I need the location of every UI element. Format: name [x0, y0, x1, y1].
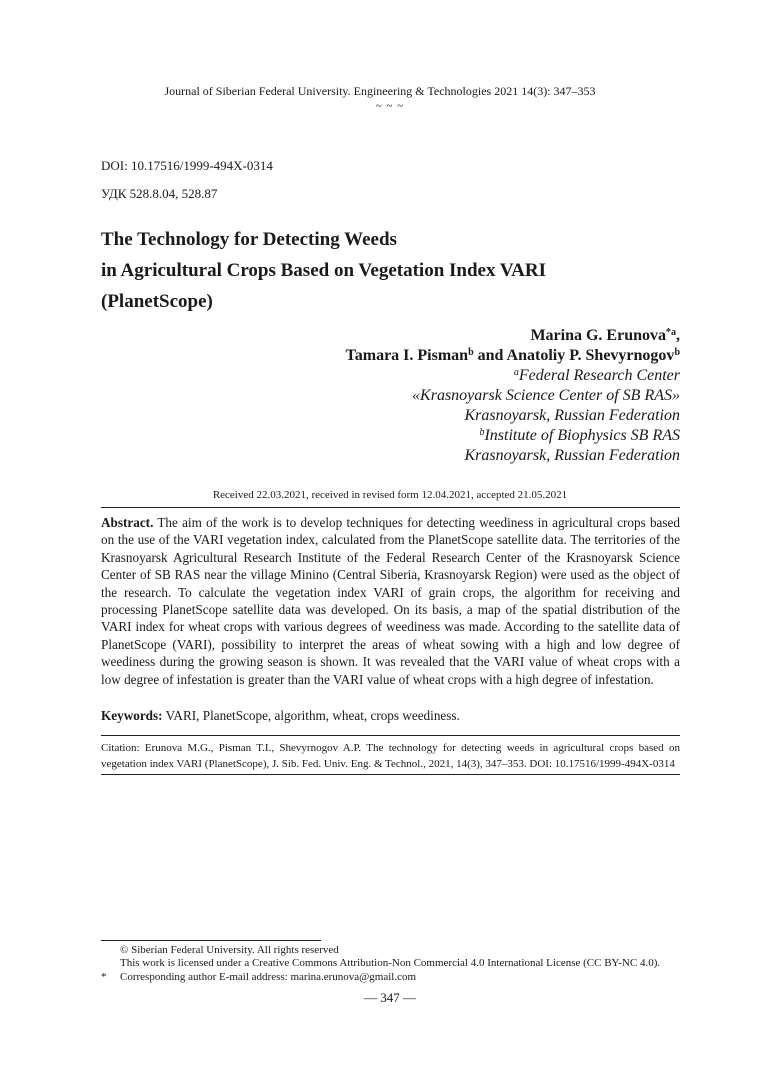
- received-dates: Received 22.03.2021, received in revised form 12.04.2021, accepted 21.05.2021: [212, 489, 568, 501]
- affiliation-b-line-1: $^b$Institute of Biophysics SB RAS: [479, 427, 680, 444]
- journal-header: Journal of Siberian Federal University. Engineering & Technologies 2021 14(3): 347–353: [164, 84, 596, 98]
- affiliation-a-line-2: «Krasnoyarsk Science Center of SB RAS»: [412, 387, 680, 404]
- paper-title: [101, 224, 546, 317]
- title-line-2: in Agricultural Crops Based on Vegetation Index VARI: [101, 260, 546, 281]
- header-separator: ~ ~ ~: [375, 100, 405, 112]
- udk-code: УДК 528.8.04, 528.87: [101, 186, 218, 201]
- keywords-label: Keywords:: [101, 708, 163, 723]
- footnote-corresponding-author: Corresponding author E-mail address: marina.erunova@gmail.com: [120, 971, 417, 983]
- affiliation-b-line-2: Krasnoyarsk, Russian Federation: [464, 447, 680, 464]
- page-number: — 347 —: [364, 990, 416, 1005]
- abstract-text: The aim of the work is to develop techniques for detecting weediness in agricultural crops based on the use of the VARI vegetation index, calculated from the PlanetScope satellite data. The territories of the Krasnoyarsk Agricultural Research Institute of the Federal Research Center of the Krasnoyarsk Science Center of SB RAS near the village Minino (Central Siberia, Krasnoyarsk Region) were used as the object of the research. To calculate the vegetation index VARI of grain crops, the algorithm for receiving and processing PlanetScope satellite data was developed. On its basis, a map of the spatial distribution of the VARI index for wheat crops with various degrees of weediness was made. According to the satellite data of PlanetScope (VARI), possibility to interpret the areas of wheat sowing with a high and low degree of weediness during the growing season is shown. It was revealed that the VARI value of wheat crops with a low degree of infestation is greater than the VARI value of wheat crops with a high degree of infestation.: [101, 515, 680, 687]
- citation-top-rule: [101, 735, 680, 736]
- abstract: [101, 514, 680, 688]
- abstract-label: Abstract.: [101, 515, 154, 530]
- author-name-3: and Anatoliy P. Shevyrnogov: [473, 347, 675, 364]
- keywords-text: VARI, PlanetScope, algorithm, wheat, crops weediness.: [165, 708, 460, 723]
- footnote-license: This work is licensed under a Creative Commons Attribution-Non Commercial 4.0 International License (CC BY-NC 4.0).: [120, 957, 661, 969]
- citation: Citation: Erunova M.G., Pisman T.I., Shevyrnogov A.P. The technology for detecting weeds in agricultural crops based on vegetation index VARI (PlanetScope), J. Sib. Fed. Univ. Eng. & Technol., 2021, 14(3), 347–353. DOI: 10.17516/1999-494X-0314: [101, 742, 680, 770]
- author-1-affil-mark: *a: [666, 327, 676, 338]
- title-line-3: (PlanetScope): [101, 291, 213, 312]
- abstract-top-rule: [101, 507, 680, 508]
- author-2-affil-mark: b: [468, 347, 474, 358]
- keywords: [101, 707, 680, 724]
- author-block: [346, 326, 680, 466]
- footnote-rule: [101, 940, 321, 941]
- citation-bottom-rule: [101, 774, 680, 775]
- footnote-star: *: [101, 971, 107, 983]
- title-line-1: The Technology for Detecting Weeds: [101, 229, 397, 250]
- affiliation-a-line-1: $^a$Federal Research Center: [513, 367, 680, 384]
- author-line-1: Marina G. Erunova$^{*a}$,: [530, 327, 680, 344]
- author-line-2: [346, 346, 680, 366]
- footnote-copyright: © Siberian Federal University. All rights reserved: [120, 944, 339, 956]
- doi: DOI: 10.17516/1999-494X-0314: [101, 158, 273, 173]
- author-name-2: Tamara I. Pisman: [345, 347, 469, 364]
- affiliation-a-line-3: Krasnoyarsk, Russian Federation: [464, 407, 680, 424]
- author-name-1: Marina G. Erunova: [530, 327, 666, 344]
- author-3-affil-mark: b: [674, 347, 680, 358]
